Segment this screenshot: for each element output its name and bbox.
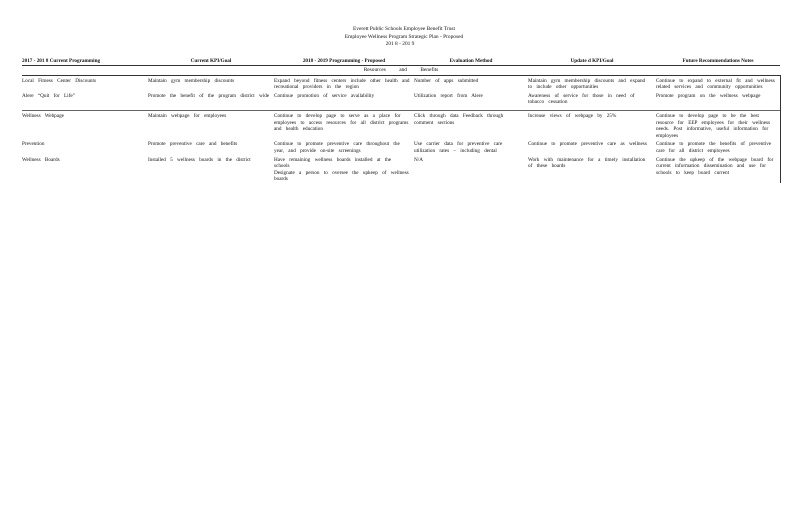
cell-program: Alere “Quit for Life” xyxy=(22,92,75,99)
document-header xyxy=(0,26,800,49)
cell-evaluation: Number of apps submitted xyxy=(414,77,479,84)
cell-proposed: Continue to promote preventive care throughout the year, and provide on-site screenings xyxy=(274,141,400,154)
cell-evaluation: Utilization report from Alere xyxy=(414,92,483,99)
cell-updated-kpi: Work with maintenance for a timely installation of these boards xyxy=(528,156,646,170)
section-row xyxy=(22,66,780,76)
cell-future: Continue the upkeep of the webpage board for current information dissemination and use for schools to keep board current xyxy=(656,155,780,183)
table-row xyxy=(22,110,780,139)
cell-current-kpi: Installed 5 wellness boards in the district xyxy=(148,156,251,163)
table-row xyxy=(22,155,780,183)
cell-proposed-line: Designate a person to oversee the upkeep of wellness boards xyxy=(274,169,409,183)
header-plan-title: Employee Wellness Program Strategic Plan - Proposed xyxy=(344,33,464,40)
cell-updated-kpi: Awareness of service for those in need of tobacco cessation xyxy=(528,92,635,106)
cell-evaluation: Use carrier data for preventive care utilization rates – including dental xyxy=(414,141,503,154)
cell-proposed: Continue promotion of service availability xyxy=(274,92,375,99)
column-header-proposed-programming: 2018 - 2019 Programming - Proposed xyxy=(274,57,414,66)
cell-current-kpi: Maintain webpage for employees xyxy=(148,110,274,139)
table-row xyxy=(22,139,780,154)
cell-proposed-line: Have remaining wellness boards installed at the schools xyxy=(274,156,392,170)
section-title: Resources and Benefits xyxy=(363,67,439,73)
table-row xyxy=(22,75,780,91)
cell-evaluation: Click through data Feedback through comment sections xyxy=(414,110,528,139)
cell-future: Promote program on the wellness webpage xyxy=(656,91,780,111)
strategic-plan-table xyxy=(22,57,781,183)
table-row xyxy=(22,91,780,111)
cell-current-kpi: Promote preventive care and benefits xyxy=(148,141,238,148)
cell-proposed: Continue to develop page to serve as a place for employees to access resources for all district programs and health education xyxy=(274,110,414,139)
cell-program: Wellness Webpage xyxy=(22,110,148,139)
cell-updated-kpi: Increase views of webpage by 25% xyxy=(528,110,656,139)
cell-proposed: Expand beyond fitness centers include other health and recreational providers in the region xyxy=(274,77,410,91)
table-header-row xyxy=(22,57,780,66)
section-title-cell xyxy=(22,66,780,76)
cell-program: Wellness Boards xyxy=(22,156,60,163)
cell-updated-kpi: Maintain gym membership discounts and expand to include other opportunities xyxy=(528,77,646,91)
column-header-current-kpi: Current KPI/Goal xyxy=(148,57,274,66)
cell-current-kpi: Maintain gym membership discounts xyxy=(148,77,235,84)
column-header-evaluation-method: Evaluation Method xyxy=(414,57,528,66)
cell-program: Prevention xyxy=(22,141,45,148)
column-header-updated-kpi: Update d KPI/Goal xyxy=(528,57,656,66)
cell-future: Continue to expand to external fit and wellness related services and community opportunities xyxy=(656,75,780,91)
cell-program: Local Fitness Center Discounts xyxy=(22,77,96,84)
cell-current-kpi: Promote the benefit of the program district wide xyxy=(148,92,270,99)
column-header-future-recommendations: Future Recommendations Notes xyxy=(656,57,780,66)
cell-evaluation: N/A xyxy=(414,156,423,163)
column-header-current-programming: 2017 - 201 8 Current Programming xyxy=(22,57,148,66)
header-year-range: 201 8 - 201 9 xyxy=(385,41,415,47)
cell-proposed xyxy=(274,155,414,183)
cell-future: Continue to promote the benefits of preventive care for all district employees xyxy=(656,139,780,154)
cell-updated-kpi: Continue to promote preventive care as wellness xyxy=(528,141,647,148)
cell-future: Continue to develop page to be the best resource for EEP employees for their wellness needs. Post informative, useful information for employees xyxy=(656,110,780,139)
header-organization: Everett Public Schools Employee Benefit Trust xyxy=(353,26,455,32)
